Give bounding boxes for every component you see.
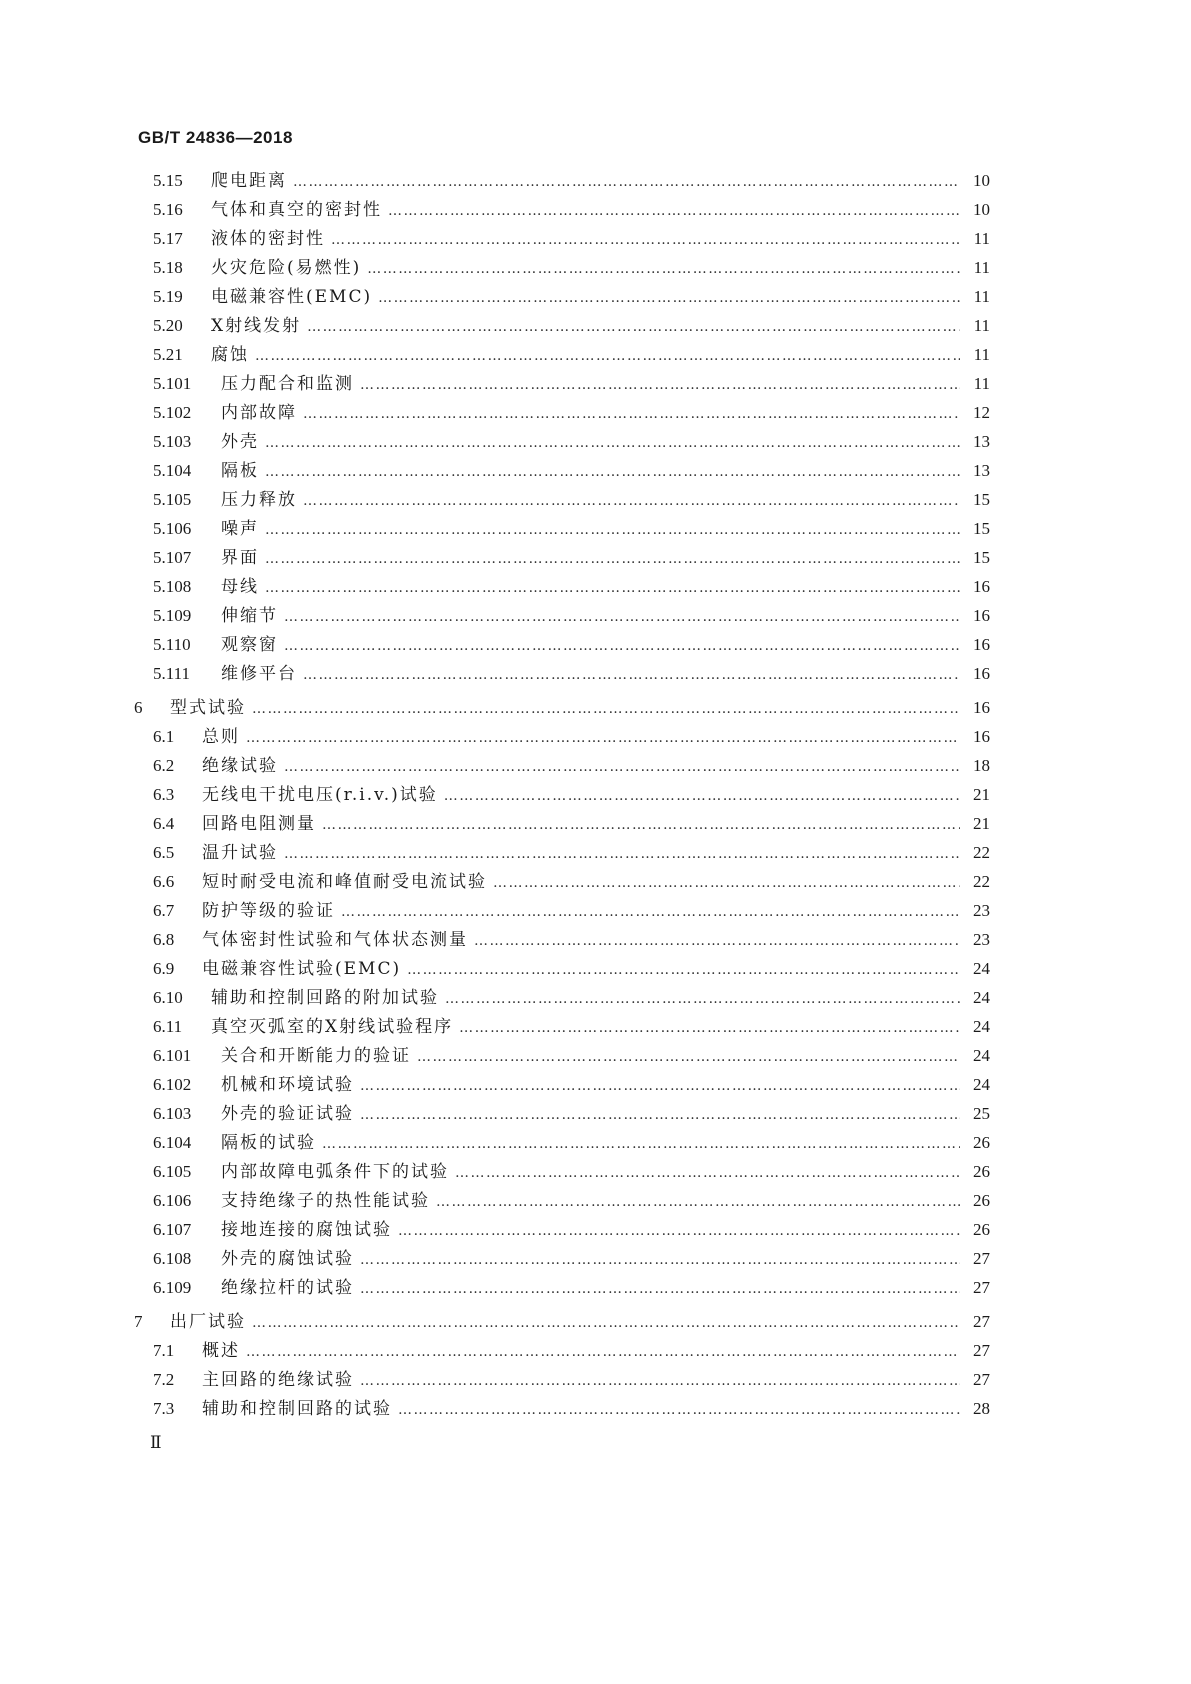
toc-dot-leader [265, 430, 960, 456]
toc-entry[interactable] [153, 516, 990, 542]
toc-entry-page: 21 [973, 785, 990, 804]
toc-entry-title: 气体和真空的密封性 [211, 200, 382, 220]
toc-entry[interactable] [153, 1367, 990, 1393]
toc-dot-leader [388, 198, 960, 224]
toc-entry-title: X射线发射 [211, 316, 302, 336]
toc-dot-leader [444, 783, 960, 809]
toc-entry[interactable] [153, 1188, 990, 1214]
toc-dot-leader [398, 1218, 960, 1244]
toc-entry-title: 短时耐受电流和峰值耐受电流试验 [202, 872, 487, 892]
toc-dot-leader [265, 546, 960, 572]
toc-dot-leader [303, 488, 960, 514]
toc-dot-leader [360, 1368, 960, 1394]
toc-dot-leader [474, 928, 960, 954]
toc-dot-leader [493, 870, 960, 896]
toc-entry[interactable] [153, 782, 990, 808]
toc-entry-number: 5.111 [153, 664, 190, 683]
toc-entry-title: 绝缘拉杆的试验 [221, 1278, 354, 1298]
toc-entry-number: 5.15 [153, 171, 183, 190]
toc-entry-page: 23 [973, 930, 990, 949]
toc-entry-page: 11 [973, 229, 990, 248]
toc-dot-leader [322, 1131, 960, 1157]
toc-entry-page: 10 [973, 171, 990, 190]
toc-entry-number: 5.102 [153, 403, 192, 422]
toc-entry-number: 5.110 [153, 635, 191, 654]
toc-dot-leader [303, 662, 960, 688]
toc-entry[interactable] [153, 429, 990, 455]
toc-dot-leader [367, 256, 960, 282]
toc-entry[interactable] [153, 840, 990, 866]
toc-entry-page: 21 [973, 814, 990, 833]
toc-dot-leader [360, 1073, 960, 1099]
toc-entry[interactable] [153, 284, 990, 310]
toc-entry-title: 腐蚀 [211, 345, 249, 365]
toc-entry-title: 电磁兼容性(EMC) [211, 287, 373, 307]
toc-dot-leader [459, 1015, 960, 1041]
toc-dot-leader [341, 899, 960, 925]
toc-entry-number: 6 [134, 698, 143, 717]
toc-entry-page: 24 [973, 988, 990, 1007]
toc-entry-title: 温升试验 [202, 843, 278, 863]
toc-entry[interactable] [153, 1246, 990, 1272]
toc-entry[interactable] [153, 927, 990, 953]
toc-entry-number: 5.20 [153, 316, 183, 335]
toc-entry-number: 6.7 [153, 901, 175, 920]
toc-entry-title: 真空灭弧室的X射线试验程序 [211, 1017, 454, 1037]
toc-entry[interactable] [153, 313, 990, 339]
toc-entry-page: 27 [973, 1312, 990, 1331]
toc-entry-page: 11 [973, 287, 990, 306]
toc-entry[interactable] [153, 811, 990, 837]
toc-entry-title: 主回路的绝缘试验 [202, 1370, 354, 1390]
toc-dot-leader [284, 604, 960, 630]
toc-entry-title: 火灾危险(易燃性) [211, 258, 362, 278]
toc-entry-page: 26 [973, 1220, 990, 1239]
toc-entry-title: 回路电阻测量 [202, 814, 316, 834]
toc-entry-number: 5.104 [153, 461, 192, 480]
toc-dot-leader [360, 1276, 960, 1302]
toc-entry-title: 内部故障电弧条件下的试验 [221, 1162, 449, 1182]
toc-entry[interactable] [153, 1275, 990, 1301]
toc-entry[interactable] [153, 400, 990, 426]
toc-dot-leader [284, 841, 960, 867]
toc-entry-page: 22 [973, 843, 990, 862]
toc-entry-title: 接地连接的腐蚀试验 [221, 1220, 392, 1240]
toc-entry-number: 5.17 [153, 229, 183, 248]
toc-entry-number: 5.19 [153, 287, 183, 306]
toc-entry-page: 24 [973, 1075, 990, 1094]
toc-entry-page: 15 [973, 519, 990, 538]
toc-entry-number: 7.2 [153, 1370, 175, 1389]
toc-entry[interactable] [153, 985, 990, 1011]
toc-entry-page: 13 [973, 432, 990, 451]
toc-entry-number: 6.2 [153, 756, 175, 775]
toc-entry-title: 关合和开断能力的验证 [221, 1046, 411, 1066]
toc-entry[interactable] [153, 1072, 990, 1098]
toc-entry[interactable] [153, 545, 990, 571]
toc-entry-page: 26 [973, 1133, 990, 1152]
toc-entry-page: 24 [973, 959, 990, 978]
toc-entry-number: 6.3 [153, 785, 175, 804]
toc-entry-title: 电磁兼容性试验(EMC) [202, 959, 402, 979]
toc-entry-page: 24 [973, 1046, 990, 1065]
toc-dot-leader [265, 459, 960, 485]
toc-entry-title: 绝缘试验 [202, 756, 278, 776]
toc-entry-title: 防护等级的验证 [202, 901, 335, 921]
toc-entry-number: 6.6 [153, 872, 175, 891]
toc-dot-leader [360, 1102, 960, 1128]
toc-entry[interactable] [153, 661, 990, 687]
toc-entry-title: 观察窗 [221, 635, 278, 655]
toc-entry-title: 液体的密封性 [211, 229, 325, 249]
toc-entry-page: 27 [973, 1370, 990, 1389]
toc-dot-leader [252, 1310, 960, 1336]
toc-entry-title: 支持绝缘子的热性能试验 [221, 1191, 430, 1211]
toc-entry[interactable] [153, 168, 990, 194]
toc-dot-leader [307, 314, 960, 340]
toc-entry-page: 15 [973, 548, 990, 567]
toc-entry-title: 外壳的验证试验 [221, 1104, 354, 1124]
toc-dot-leader [284, 633, 960, 659]
toc-entry[interactable] [153, 197, 990, 223]
toc-entry-number: 7 [134, 1312, 143, 1331]
toc-dot-leader [293, 169, 960, 195]
toc-dot-leader [407, 957, 960, 983]
toc-entry[interactable] [153, 255, 990, 281]
toc-entry[interactable] [153, 724, 990, 750]
toc-entry-page: 16 [973, 727, 990, 746]
toc-entry[interactable] [153, 1338, 990, 1364]
toc-entry[interactable] [153, 603, 990, 629]
toc-entry-page: 16 [973, 606, 990, 625]
toc-entry-page: 12 [973, 403, 990, 422]
toc-entry-title: 爬电距离 [211, 171, 287, 191]
toc-dot-leader [265, 575, 960, 601]
toc-entry[interactable] [153, 458, 990, 484]
toc-entry-page: 24 [973, 1017, 990, 1036]
toc-dot-leader [252, 696, 960, 722]
toc-entry-number: 6.104 [153, 1133, 192, 1152]
toc-entry-number: 5.18 [153, 258, 183, 277]
toc-entry-title: 机械和环境试验 [221, 1075, 354, 1095]
toc-entry[interactable] [153, 574, 990, 600]
toc-entry-page: 26 [973, 1162, 990, 1181]
toc-entry-number: 7.1 [153, 1341, 175, 1360]
toc-entry-title: 界面 [221, 548, 259, 568]
toc-entry-number: 6.10 [153, 988, 183, 1007]
toc-entry-number: 6.108 [153, 1249, 192, 1268]
toc-dot-leader [417, 1044, 960, 1070]
toc-entry-page: 11 [973, 374, 990, 393]
toc-entry-page: 11 [973, 345, 990, 364]
toc-entry-number: 5.109 [153, 606, 192, 625]
toc-dot-leader [303, 401, 960, 427]
toc-dot-leader [398, 1397, 960, 1423]
toc-entry-page: 13 [973, 461, 990, 480]
toc-entry-number: 5.106 [153, 519, 192, 538]
toc-dot-leader [455, 1160, 960, 1186]
toc-entry[interactable] [153, 342, 990, 368]
toc-entry-number: 6.102 [153, 1075, 192, 1094]
toc-dot-leader [445, 986, 960, 1012]
toc-entry-number: 5.108 [153, 577, 192, 596]
standard-number-header: GB/T 24836—2018 [138, 128, 293, 147]
toc-entry-title: 噪声 [221, 519, 259, 539]
toc-entry-number: 5.107 [153, 548, 192, 567]
toc-dot-leader [265, 517, 960, 543]
toc-entry-title: 内部故障 [221, 403, 297, 423]
toc-entry-page: 15 [973, 490, 990, 509]
toc-entry-number: 6.107 [153, 1220, 192, 1239]
toc-entry[interactable] [153, 869, 990, 895]
toc-entry-number: 6.1 [153, 727, 175, 746]
toc-entry-page: 10 [973, 200, 990, 219]
toc-entry-number: 6.101 [153, 1046, 192, 1065]
toc-dot-leader [322, 812, 960, 838]
toc-dot-leader [360, 372, 960, 398]
toc-entry-title: 维修平台 [221, 664, 297, 684]
toc-dot-leader [360, 1247, 960, 1273]
toc-dot-leader [331, 227, 960, 253]
toc-entry-title: 无线电干扰电压(r.i.v.)试验 [202, 785, 438, 805]
toc-entry[interactable] [153, 1101, 990, 1127]
toc-entry[interactable] [153, 632, 990, 658]
toc-entry-title: 型式试验 [170, 698, 246, 718]
toc-entry-title: 外壳的腐蚀试验 [221, 1249, 354, 1269]
toc-entry[interactable] [153, 1130, 990, 1156]
toc-entry-title: 压力配合和监测 [221, 374, 354, 394]
toc-entry-page: 27 [973, 1278, 990, 1297]
toc-entry-number: 5.21 [153, 345, 183, 364]
toc-entry-number: 6.11 [153, 1017, 183, 1036]
toc-entry-number: 5.101 [153, 374, 192, 393]
toc-entry-title: 母线 [221, 577, 259, 597]
toc-entry-page: 16 [973, 698, 990, 717]
toc-dot-leader [284, 754, 960, 780]
toc-entry-title: 总则 [202, 727, 240, 747]
toc-dot-leader [246, 725, 960, 751]
toc-entry-title: 辅助和控制回路的附加试验 [211, 988, 439, 1008]
toc-entry-number: 6.4 [153, 814, 175, 833]
toc-entry-page: 27 [973, 1341, 990, 1360]
toc-entry[interactable] [134, 695, 990, 721]
toc-entry-page: 28 [973, 1399, 990, 1418]
toc-entry[interactable] [153, 1217, 990, 1243]
toc-entry-page: 18 [973, 756, 990, 775]
toc-entry[interactable] [153, 487, 990, 513]
toc-entry[interactable] [153, 956, 990, 982]
toc-entry-title: 外壳 [221, 432, 259, 452]
toc-entry[interactable] [153, 1014, 990, 1040]
toc-entry-title: 压力释放 [221, 490, 297, 510]
toc-entry-page: 11 [973, 258, 990, 277]
toc-entry-title: 辅助和控制回路的试验 [202, 1399, 392, 1419]
toc-entry[interactable] [153, 1159, 990, 1185]
toc-dot-leader [436, 1189, 960, 1215]
toc-entry[interactable] [153, 371, 990, 397]
toc-entry-number: 6.8 [153, 930, 175, 949]
toc-entry-number: 6.105 [153, 1162, 192, 1181]
toc-entry[interactable] [153, 1396, 990, 1422]
toc-entry-number: 7.3 [153, 1399, 175, 1418]
toc-entry-title: 概述 [202, 1341, 240, 1361]
toc-entry-page: 11 [973, 316, 990, 335]
toc-entry-page: 22 [973, 872, 990, 891]
toc-entry-number: 5.105 [153, 490, 192, 509]
toc-entry-number: 6.103 [153, 1104, 192, 1123]
toc-entry[interactable] [153, 753, 990, 779]
toc-entry-number: 6.9 [153, 959, 175, 978]
page-numeral: Ⅱ [150, 1433, 162, 1452]
toc-entry-title: 出厂试验 [170, 1312, 246, 1332]
toc-entry[interactable] [153, 1043, 990, 1069]
toc-entry-number: 6.109 [153, 1278, 192, 1297]
toc-entry[interactable] [153, 898, 990, 924]
toc-dot-leader [255, 343, 960, 369]
toc-entry[interactable] [134, 1309, 990, 1335]
toc-entry-page: 26 [973, 1191, 990, 1210]
toc-entry[interactable] [153, 226, 990, 252]
toc-entry-page: 16 [973, 664, 990, 683]
toc-entry-page: 27 [973, 1249, 990, 1268]
toc-entry-page: 16 [973, 577, 990, 596]
toc-entry-page: 23 [973, 901, 990, 920]
toc-dot-leader [378, 285, 960, 311]
toc-entry-title: 气体密封性试验和气体状态测量 [202, 930, 468, 950]
toc-entry-number: 5.103 [153, 432, 192, 451]
toc-entry-number: 6.106 [153, 1191, 192, 1210]
toc-entry-page: 16 [973, 635, 990, 654]
toc-entry-number: 6.5 [153, 843, 175, 862]
toc-entry-title: 隔板 [221, 461, 259, 481]
toc-entry-title: 隔板的试验 [221, 1133, 316, 1153]
toc-entry-title: 伸缩节 [221, 606, 278, 626]
toc-entry-number: 5.16 [153, 200, 183, 219]
toc-entry-page: 25 [973, 1104, 990, 1123]
toc-dot-leader [246, 1339, 960, 1365]
